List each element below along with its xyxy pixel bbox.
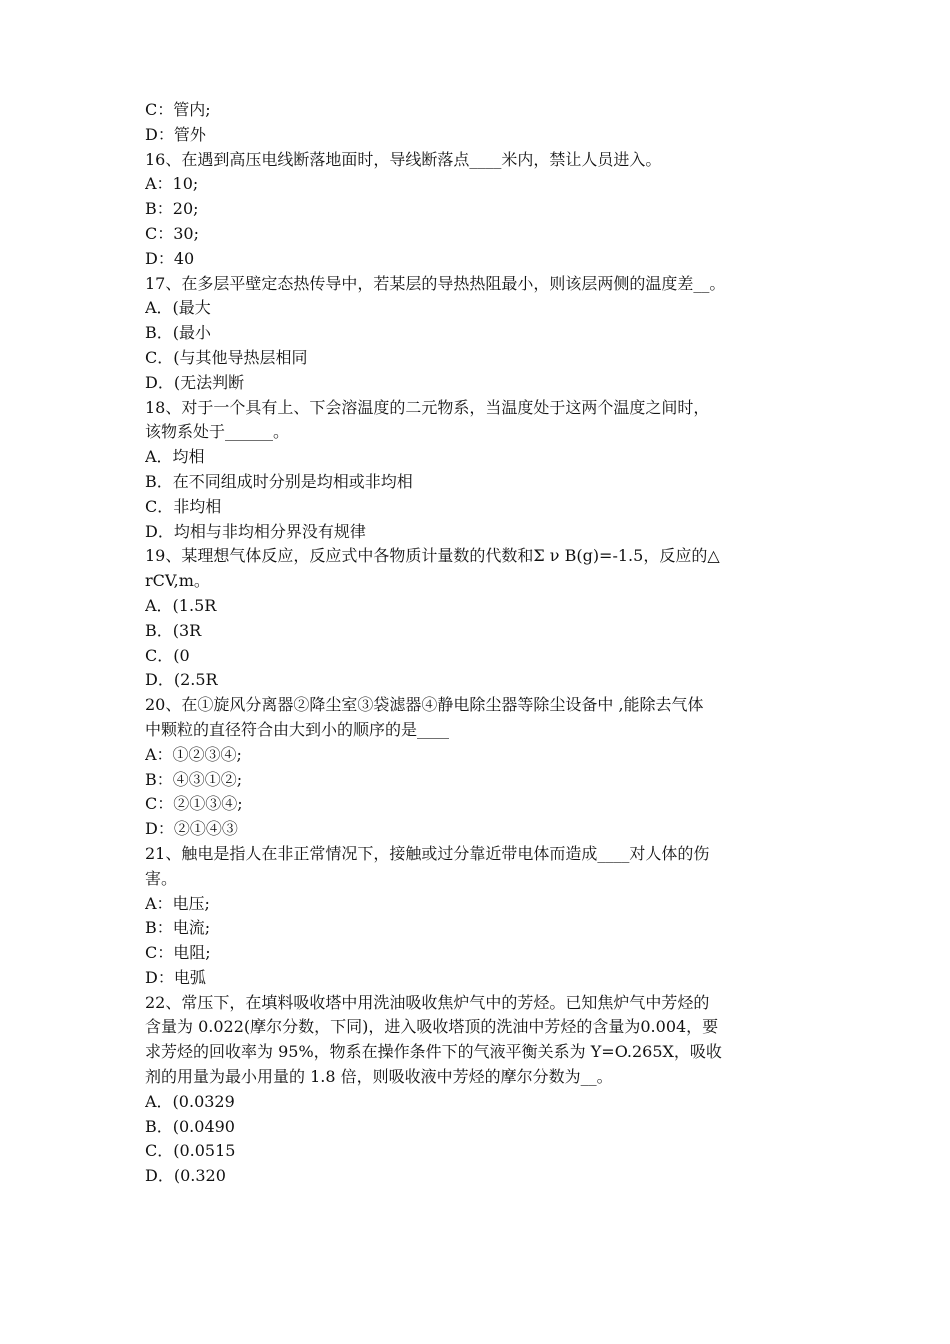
text-line: C：管内;: [145, 100, 211, 119]
text-line: A：电压;: [145, 893, 210, 913]
text-line: 剂的用量为最小用量的 1.8 倍，则吸收液中芳烃的摩尔分数为__。: [145, 1067, 613, 1087]
text-line: 求芳烃的回收率为 95%，物系在操作条件下的气液平衡关系为 Y=O.265X，吸收: [145, 1042, 722, 1062]
text-line: D：40: [145, 248, 195, 268]
text-line: B．(最小: [145, 323, 212, 343]
text-line: C：②①③④;: [145, 794, 243, 814]
text-line: C．(0: [145, 645, 190, 665]
text-line: 22、常压下，在填料吸收塔中用洗油吸收焦炉气中的芳烃。已知焦炉气中芳烃的: [145, 992, 710, 1012]
text-line: B：电流;: [145, 918, 211, 938]
text-line: D．均相与非均相分界没有规律: [145, 521, 366, 541]
text-line: 18、对于一个具有上、下会溶温度的二元物系，当温度处于这两个温度之间时，: [145, 397, 710, 417]
text-line: A．(最大: [145, 298, 211, 318]
text-line: 19、某理想气体反应，反应式中各物质计量数的代数和Σ ν B(g)=-1.5，反应的△: [145, 546, 720, 566]
text-line: D．(无法判断: [145, 372, 245, 392]
text-line: B．在不同组成时分别是均相或非均相: [145, 471, 413, 491]
text-line: A．(0.0329: [145, 1091, 235, 1111]
text-line: 含量为 0.022(摩尔分数，下同)，进入吸收塔顶的洗油中芳烃的含量为0.004，要: [145, 1017, 719, 1037]
text-line: 17、在多层平壁定态热传导中，若某层的导热热阻最小，则该层两侧的温度差__。: [145, 273, 726, 293]
text-line: 16、在遇到高压电线断落地面时，导线断落点____米内，禁让人员进入。: [145, 149, 662, 169]
text-line: A．均相: [145, 447, 205, 467]
text-line: C．非均相: [145, 496, 222, 516]
text-line: A：10;: [145, 174, 199, 194]
text-line: A：①②③④;: [145, 744, 242, 764]
text-line: A．(1.5R: [145, 595, 217, 615]
text-line: C：30;: [145, 223, 199, 243]
text-line: B：20;: [145, 199, 199, 219]
text-line: D：电弧: [145, 967, 206, 987]
text-line: C．(0.0515: [145, 1141, 236, 1161]
text-line: B：④③①②;: [145, 769, 243, 789]
text-line: 21、触电是指人在非正常情况下，接触或过分靠近带电体而造成____对人体的伤: [145, 843, 710, 863]
text-line: 该物系处于______。: [145, 422, 290, 442]
text-line: D：管外: [145, 124, 206, 144]
text-line: D．(0.320: [145, 1166, 226, 1186]
text-line: D．(2.5R: [145, 670, 218, 690]
text-line: rCV,m。: [145, 571, 210, 591]
text-line: 20、在①旋风分离器②降尘室③袋滤器④静电除尘器等除尘设备中 ,能除去气体: [145, 695, 704, 715]
text-line: D：②①④③: [145, 819, 238, 839]
text-line: B．(0.0490: [145, 1116, 235, 1136]
text-line: B．(3R: [145, 620, 202, 640]
text-line: C．(与其他导热层相同: [145, 347, 308, 367]
text-line: 害。: [145, 868, 178, 888]
document-body: [145, 98, 810, 1189]
text-line: 中颗粒的直径符合由大到小的顺序的是____: [145, 719, 450, 739]
text-line: C：电阻;: [145, 943, 211, 963]
